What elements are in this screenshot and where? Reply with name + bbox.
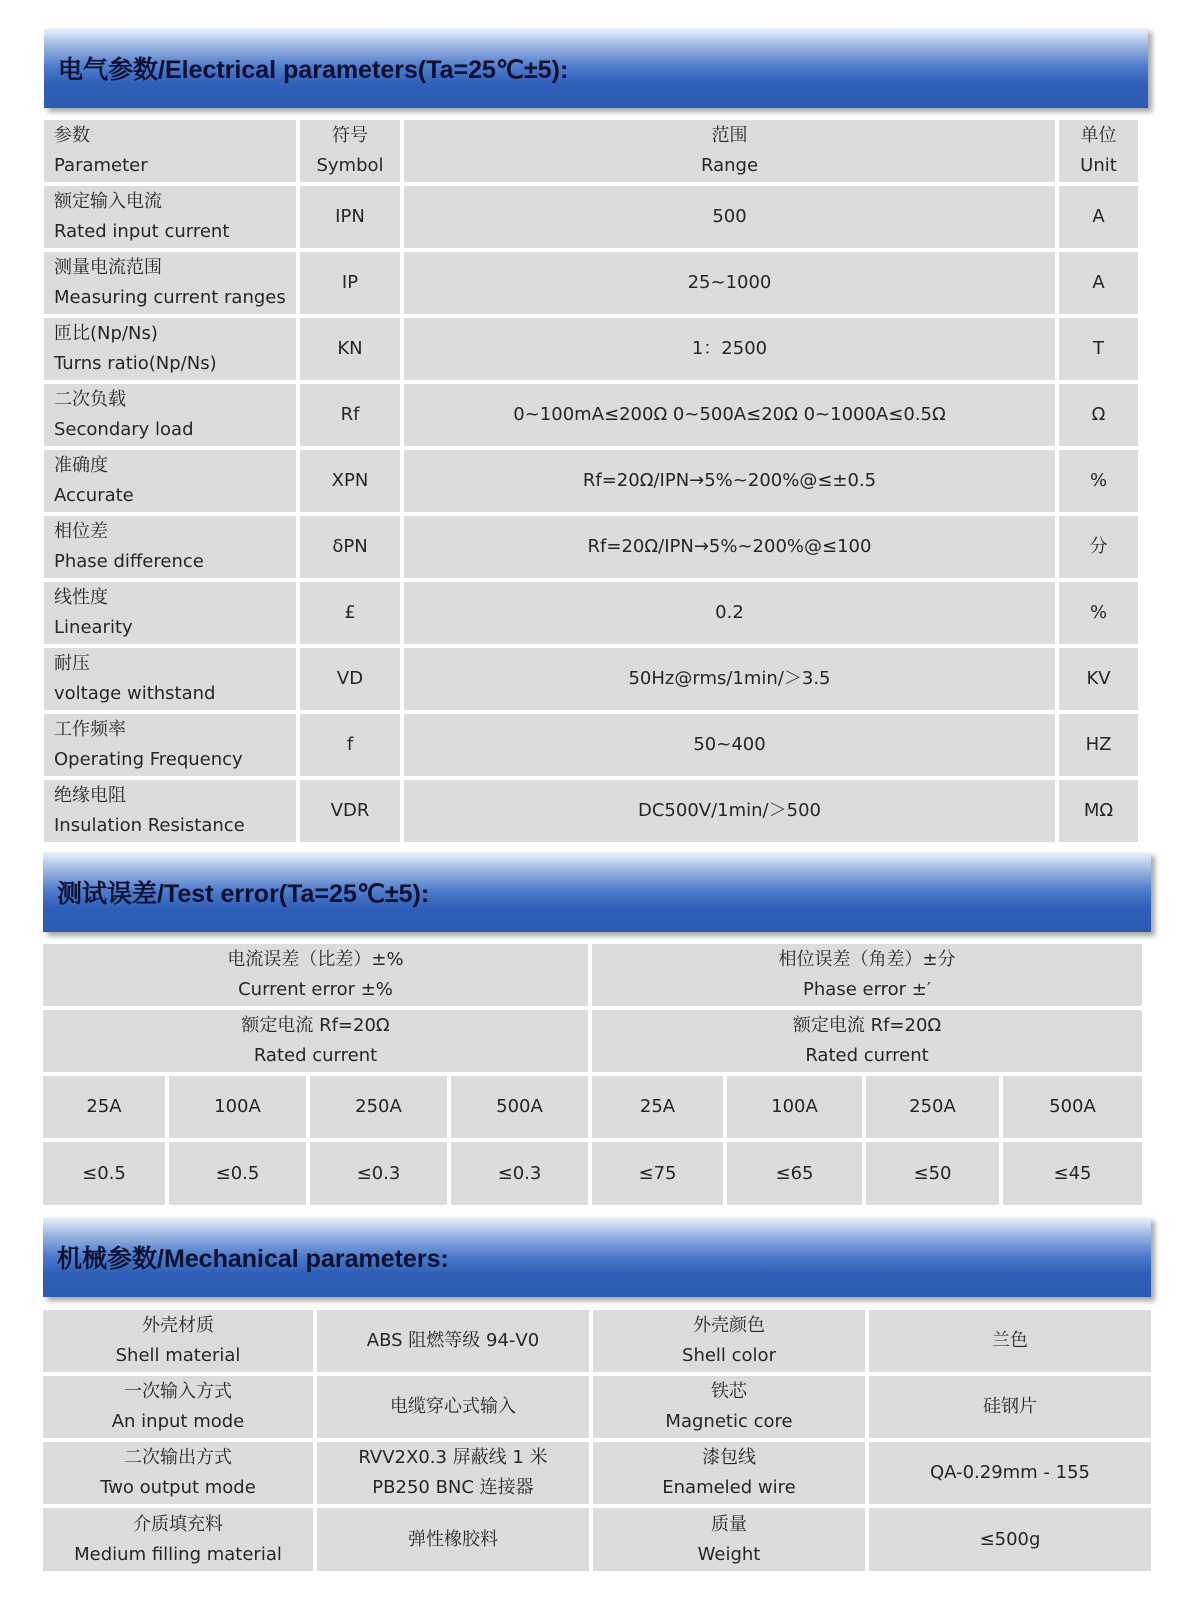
param-range: 0.2 (404, 582, 1055, 644)
test-error-banner (43, 852, 1151, 932)
param-range: 25~1000 (404, 252, 1055, 314)
mech-value: RVV2X0.3 屏蔽线 1 米 PB250 BNC 连接器 (317, 1442, 589, 1504)
test-error-value: ≤0.5 (43, 1142, 165, 1205)
header-range: 范围 Range (404, 120, 1055, 182)
param-unit: A (1059, 186, 1138, 248)
phase-rated-header: 额定电流 Rf=20Ω Rated current (592, 1010, 1142, 1072)
param-range: 1：2500 (404, 318, 1055, 380)
mech-label: 铁芯 Magnetic core (593, 1376, 865, 1438)
phase-error-header: 相位误差（角差）±分 Phase error ±′ (592, 944, 1142, 1006)
mech-label: 一次输入方式 An input mode (43, 1376, 313, 1438)
test-current: 500A (451, 1076, 588, 1138)
param-name: 耐压 voltage withstand (44, 648, 296, 710)
test-current: 25A (43, 1076, 165, 1138)
header-unit: 单位 Unit (1059, 120, 1138, 182)
test-error-value: ≤65 (727, 1142, 862, 1205)
mech-label: 二次输出方式 Two output mode (43, 1442, 313, 1504)
test-error-title: 测试误差/Test error(Ta=25℃±5): (57, 880, 430, 908)
mech-value: 硅钢片 (869, 1376, 1151, 1438)
param-name: 工作频率 Operating Frequency (44, 714, 296, 776)
test-error-value: ≤0.5 (169, 1142, 306, 1205)
mechanical-banner (43, 1217, 1151, 1297)
mechanical-title: 机械参数/Mechanical parameters: (57, 1245, 449, 1273)
test-current: 25A (592, 1076, 723, 1138)
mech-value: QA-0.29mm - 155 (869, 1442, 1151, 1504)
header-symbol: 符号 Symbol (300, 120, 400, 182)
param-name: 匝比(Np/Ns) Turns ratio(Np/Ns) (44, 318, 296, 380)
test-error-value: ≤75 (592, 1142, 723, 1205)
param-symbol: KN (300, 318, 400, 380)
mech-label: 外壳材质 Shell material (43, 1310, 313, 1372)
header-parameter: 参数 Parameter (44, 120, 296, 182)
param-range: 50~400 (404, 714, 1055, 776)
param-unit: T (1059, 318, 1138, 380)
param-range: 0~100mA≤200Ω 0~500A≤20Ω 0~1000A≤0.5Ω (404, 384, 1055, 446)
param-symbol: δPN (300, 516, 400, 578)
param-name: 额定输入电流 Rated input current (44, 186, 296, 248)
param-unit: MΩ (1059, 780, 1138, 842)
param-unit: % (1059, 582, 1138, 644)
param-symbol: IPN (300, 186, 400, 248)
param-name: 准确度 Accurate (44, 450, 296, 512)
test-current: 250A (866, 1076, 999, 1138)
mechanical-table (43, 1310, 1151, 1571)
test-current: 250A (310, 1076, 447, 1138)
param-symbol: Rf (300, 384, 400, 446)
param-symbol: VD (300, 648, 400, 710)
param-unit: Ω (1059, 384, 1138, 446)
mech-label: 外壳颜色 Shell color (593, 1310, 865, 1372)
param-name: 线性度 Linearity (44, 582, 296, 644)
electrical-title: 电气参数/Electrical parameters(Ta=25℃±5): (58, 56, 569, 84)
param-name: 测量电流范围 Measuring current ranges (44, 252, 296, 314)
test-error-value: ≤45 (1003, 1142, 1142, 1205)
mech-label: 质量 Weight (593, 1508, 865, 1571)
test-current: 100A (727, 1076, 862, 1138)
param-name: 二次负载 Secondary load (44, 384, 296, 446)
param-range: 50Hz@rms/1min/＞3.5 (404, 648, 1055, 710)
param-name: 相位差 Phase difference (44, 516, 296, 578)
param-unit: A (1059, 252, 1138, 314)
test-current: 100A (169, 1076, 306, 1138)
param-symbol: VDR (300, 780, 400, 842)
test-error-table (43, 944, 1153, 1205)
electrical-table (44, 120, 1150, 842)
param-symbol: £ (300, 582, 400, 644)
param-unit: KV (1059, 648, 1138, 710)
param-unit: % (1059, 450, 1138, 512)
param-range: 500 (404, 186, 1055, 248)
mech-label: 介质填充料 Medium filling material (43, 1508, 313, 1571)
mech-value: 弹性橡胶料 (317, 1508, 589, 1571)
test-current: 500A (1003, 1076, 1142, 1138)
param-unit: 分 (1059, 516, 1138, 578)
param-range: Rf=20Ω/IPN→5%~200%@≤100 (404, 516, 1055, 578)
mech-value: 兰色 (869, 1310, 1151, 1372)
test-error-value: ≤0.3 (451, 1142, 588, 1205)
test-error-value: ≤0.3 (310, 1142, 447, 1205)
mech-value: 电缆穿心式输入 (317, 1376, 589, 1438)
mech-label: 漆包线 Enameled wire (593, 1442, 865, 1504)
param-symbol: f (300, 714, 400, 776)
mech-value: ≤500g (869, 1508, 1151, 1571)
param-unit: HZ (1059, 714, 1138, 776)
param-symbol: XPN (300, 450, 400, 512)
param-range: Rf=20Ω/IPN→5%~200%@≤±0.5 (404, 450, 1055, 512)
param-range: DC500V/1min/＞500 (404, 780, 1055, 842)
test-error-value: ≤50 (866, 1142, 999, 1205)
current-rated-header: 额定电流 Rf=20Ω Rated current (43, 1010, 588, 1072)
current-error-header: 电流误差（比差）±% Current error ±% (43, 944, 588, 1006)
electrical-banner (44, 28, 1148, 108)
mech-value: ABS 阻燃等级 94-V0 (317, 1310, 589, 1372)
param-symbol: IP (300, 252, 400, 314)
param-name: 绝缘电阻 Insulation Resistance (44, 780, 296, 842)
